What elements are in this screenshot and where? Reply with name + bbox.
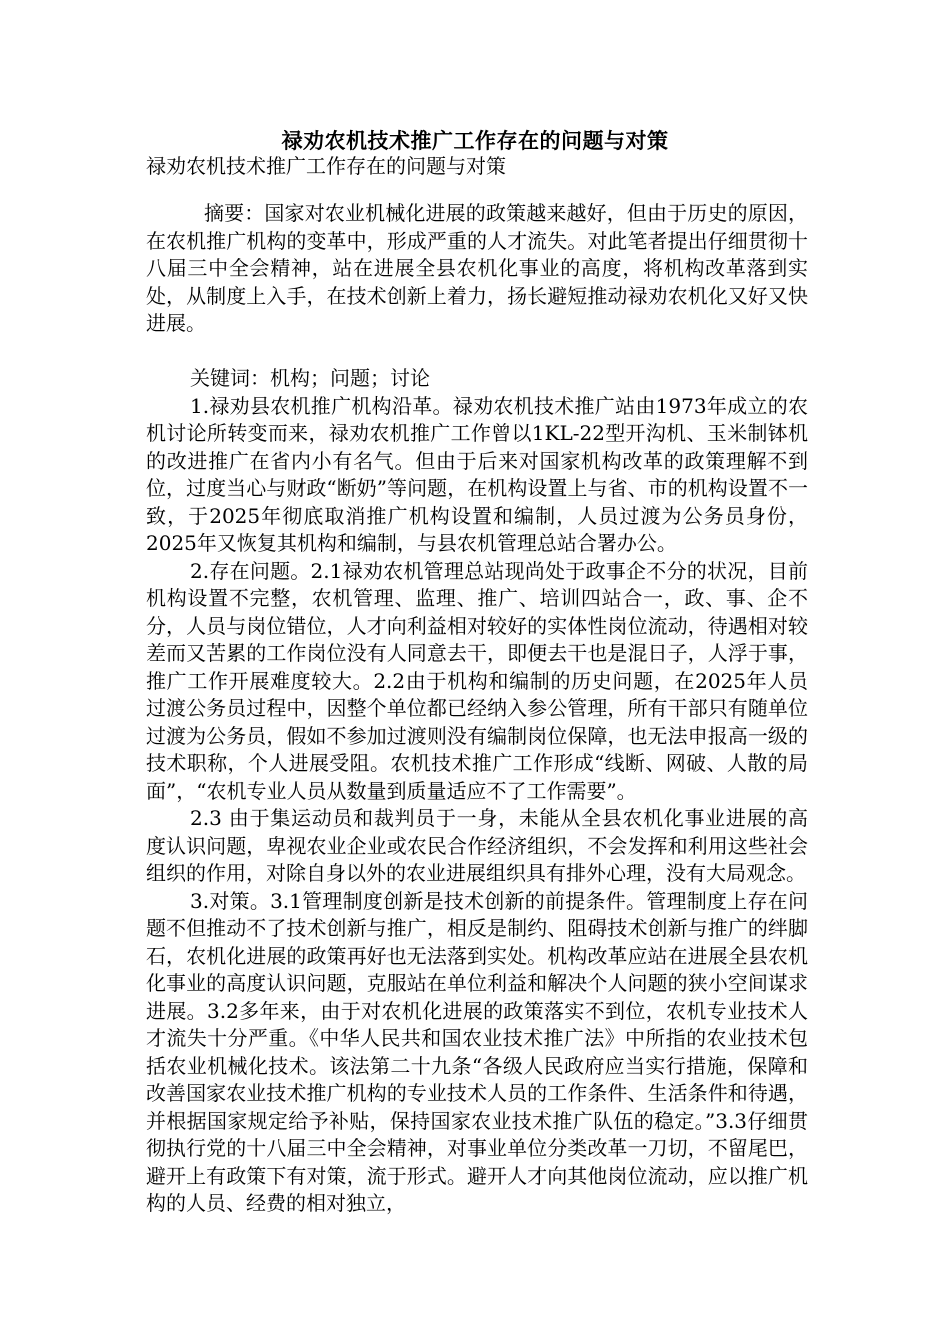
- paragraph-spacer: [146, 338, 808, 366]
- body-paragraph-4: 3.对策。3.1管理制度创新是技术创新的前提条件。管理制度上存在问题不但推动不了技术创新与推广，相反是制约、阻碍技术创新与推广的绊脚石，农机化进展的政策再好也无法落到实处。机构改革应站在进展全县农机化事业的高度认识问题，克服站在单位利益和解决个人问题的狭小空间谋求进展。3.2多年来，由于对农机化进展的政策落实不到位，农机专业技术人才流失十分严重。《中华人民共和国农业技术推广法》中所指的农业技术包括农业机械化技术。该法第二十九条“各级人民政府应当实行措施，保障和改善国家农业技术推广机构的专业技术人员的工作条件、生活条件和待遇，并根据国家规定给予补贴，保持国家农业技术推广队伍的稳定。”3.3仔细贯彻执行党的十八届三中全会精神，对事业单位分类改革一刀切，不留尾巴，避开上有政策下有对策，流于形式。避开人才向其他岗位流动，应以推广机构的人员、经费的相对独立，: [146, 888, 808, 1215]
- body-paragraph-3: 2.3 由于集运动员和裁判员于一身，未能从全县农机化事业进展的高度认识问题，卑视农业企业或农民合作经济组织，不会发挥和利用这些社会组织的作用，对除自身以外的农业进展组织具有排外心理，没有大局观念。: [146, 806, 808, 885]
- body-paragraph-2: 2.存在问题。2.1禄劝农机管理总站现尚处于政事企不分的状况，目前机构设置不完整，农机管理、监理、推广、培训四站合一，政、事、企不分，人员与岗位错位，人才向利益相对较好的实体性岗位流动，待遇相对较差而又苦累的工作岗位没有人同意去干，即便去干也是混日子，人浮于事，推广工作开展难度较大。2.2由于机构和编制的历史问题，在2025年人员过渡公务员过程中，因整个单位都已经纳入参公管理，所有干部只有随单位过渡为公务员，假如不参加过渡则没有编制岗位保障，也无法申报高一级的技术职称，个人进展受阻。农机技术推广工作形成“线断、网破、人散的局面”，“农机专业人员从数量到质量适应不了工作需要”。: [146, 558, 808, 803]
- document-body: [146, 200, 808, 1218]
- document-title: 禄劝农机技术推广工作存在的问题与对策: [281, 128, 669, 153]
- document-subtitle: 禄劝农机技术推广工作存在的问题与对策: [146, 154, 506, 178]
- body-paragraph-1: 1.禄劝县农机推广机构沿革。禄劝农机技术推广站由1973年成立的农机讨论所转变而来，禄劝农机推广工作曾以1KL-22型开沟机、玉米制钵机的改进推广在省内小有名气。但由于后来对国家机构改革的政策理解不到位，过度当心与财政“断奶”等问题，在机构设置上与省、市的机构设置不一致，于2025年彻底取消推广机构设置和编制，人员过渡为公务员身份，2025年又恢复其机构和编制，与县农机管理总站合署办公。: [146, 393, 808, 555]
- abstract-paragraph: 摘要：国家对农业机械化进展的政策越来越好，但由于历史的原因，在农机推广机构的变革中，形成严重的人才流失。对此笔者提出仔细贯彻十八届三中全会精神，站在进展全县农机化事业的高度，将机构改革落到实处，从制度上入手，在技术创新上着力，扬长避短推动禄劝农机化又好又快进展。: [146, 201, 808, 335]
- keywords-line: 关键词：机构；问题；讨论: [190, 366, 430, 390]
